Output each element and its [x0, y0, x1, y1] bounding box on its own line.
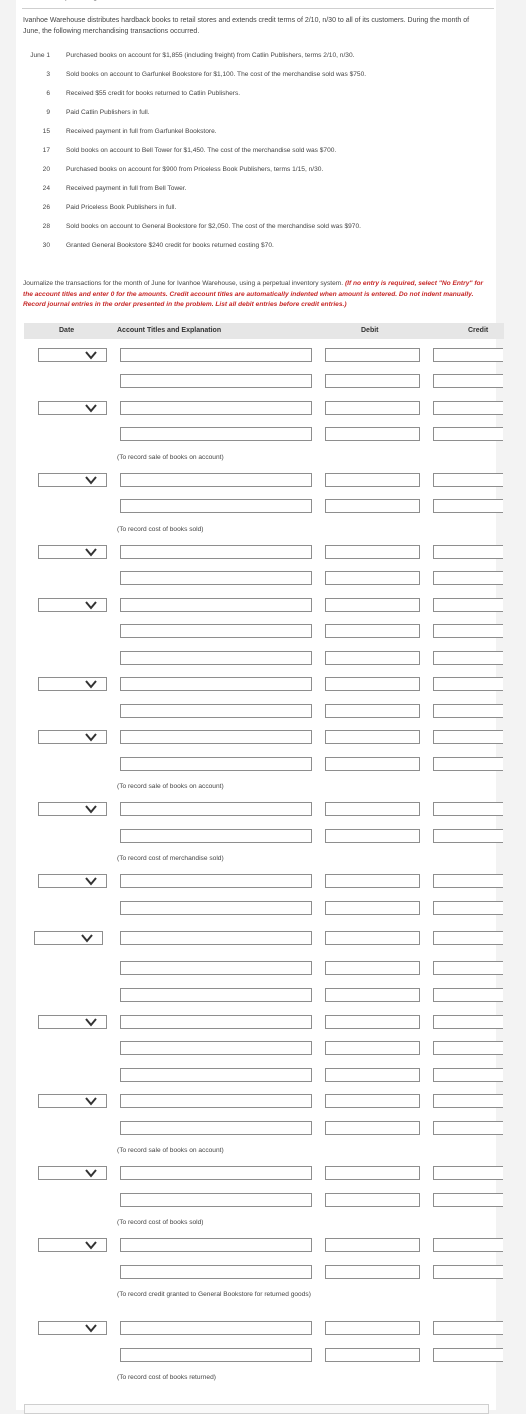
transaction-text: Paid Catlin Publishers in full. — [66, 109, 150, 116]
credit-input[interactable] — [433, 874, 503, 888]
transaction-date: 6 — [46, 90, 50, 97]
account-title-input[interactable] — [120, 961, 312, 975]
list-item — [16, 128, 496, 140]
debit-input[interactable] — [325, 1121, 420, 1135]
transaction-date: 17 — [42, 147, 50, 154]
credit-input[interactable] — [433, 545, 503, 559]
account-title-input[interactable] — [120, 545, 312, 559]
debit-input[interactable] — [325, 1193, 420, 1207]
entry-explanation: (To record sale of books on account) — [117, 1147, 224, 1154]
list-item — [16, 166, 496, 178]
account-title-input[interactable] — [120, 730, 312, 744]
list-item — [16, 185, 496, 197]
instructions-text: Journalize the transactions for the month of June for Ivanhoe Warehouse, using a perpetual inventory system. — [23, 280, 344, 287]
date-select[interactable] — [38, 401, 107, 415]
account-title-input[interactable] — [120, 348, 312, 362]
chevron-down-icon — [85, 350, 97, 360]
debit-input[interactable] — [325, 348, 420, 362]
chevron-down-icon — [81, 933, 93, 943]
account-title-input[interactable] — [120, 1015, 312, 1029]
credit-input[interactable] — [433, 961, 503, 975]
credit-input[interactable] — [433, 1041, 503, 1055]
credit-input[interactable] — [433, 1348, 503, 1362]
account-title-input[interactable] — [120, 901, 312, 915]
account-title-input[interactable] — [120, 874, 312, 888]
account-title-input[interactable] — [120, 1068, 312, 1082]
credit-input[interactable] — [433, 1193, 503, 1207]
credit-input[interactable] — [433, 1238, 503, 1252]
account-title-input[interactable] — [120, 757, 312, 771]
account-title-input[interactable] — [120, 1348, 312, 1362]
list-item — [16, 109, 496, 121]
list-item — [16, 90, 496, 102]
account-title-input[interactable] — [120, 1321, 312, 1335]
credit-input[interactable] — [433, 1265, 503, 1279]
date-select[interactable] — [38, 545, 107, 559]
question-panel — [16, 0, 496, 1410]
account-title-input[interactable] — [120, 1238, 312, 1252]
entry-explanation: (To record cost of books sold) — [117, 1219, 204, 1226]
transaction-text: Sold books on account to Bell Tower for $1,450. The cost of the merchandise sold was $700. — [66, 147, 337, 154]
credit-input[interactable] — [433, 988, 503, 1002]
credit-input[interactable] — [433, 829, 503, 843]
credit-input[interactable] — [433, 348, 503, 362]
list-item — [16, 204, 496, 216]
transaction-text: Received $55 credit for books returned to Catlin Publishers. — [66, 90, 241, 97]
footer-panel — [24, 1404, 489, 1414]
date-select[interactable] — [34, 931, 103, 945]
debit-input[interactable] — [325, 1321, 420, 1335]
list-item — [16, 147, 496, 159]
list-item — [16, 242, 496, 254]
credit-input[interactable] — [433, 730, 503, 744]
account-title-input[interactable] — [120, 1094, 312, 1108]
date-select[interactable] — [38, 348, 107, 362]
entry-explanation: (To record sale of books on account) — [117, 783, 224, 790]
transaction-date: 26 — [42, 204, 50, 211]
chevron-down-icon — [85, 679, 97, 689]
chevron-down-icon — [85, 804, 97, 814]
account-title-input[interactable] — [120, 427, 312, 441]
debit-input[interactable] — [325, 624, 420, 638]
account-title-input[interactable] — [120, 651, 312, 665]
transaction-text: Received payment in full from Bell Tower. — [66, 185, 187, 192]
account-title-input[interactable] — [120, 1121, 312, 1135]
debit-input[interactable] — [325, 1265, 420, 1279]
entry-explanation: (To record sale of books on account) — [117, 454, 224, 461]
account-title-input[interactable] — [120, 1166, 312, 1180]
chevron-down-icon — [85, 403, 97, 413]
divider — [22, 8, 494, 9]
credit-input[interactable] — [433, 499, 503, 513]
credit-input[interactable] — [433, 374, 503, 388]
date-select[interactable] — [38, 1321, 107, 1335]
credit-input[interactable] — [433, 401, 503, 415]
chevron-down-icon — [85, 1240, 97, 1250]
list-item — [16, 71, 496, 83]
date-select[interactable] — [38, 1015, 107, 1029]
account-title-input[interactable] — [120, 374, 312, 388]
debit-input[interactable] — [325, 757, 420, 771]
column-header-credit: Credit — [468, 327, 489, 334]
account-title-input[interactable] — [120, 1041, 312, 1055]
debit-input[interactable] — [325, 499, 420, 513]
entry-explanation: (To record cost of books returned) — [117, 1374, 216, 1381]
credit-input[interactable] — [433, 473, 503, 487]
credit-input[interactable] — [433, 624, 503, 638]
instructions — [23, 279, 489, 311]
account-title-input[interactable] — [120, 1193, 312, 1207]
chevron-down-icon — [85, 1017, 97, 1027]
account-title-input[interactable] — [120, 931, 312, 945]
date-select[interactable] — [38, 802, 107, 816]
debit-input[interactable] — [325, 545, 420, 559]
credit-input[interactable] — [433, 1121, 503, 1135]
list-item — [16, 52, 496, 64]
credit-input[interactable] — [433, 1068, 503, 1082]
account-title-input[interactable] — [120, 499, 312, 513]
account-title-input[interactable] — [120, 571, 312, 585]
chevron-down-icon — [85, 876, 97, 886]
credit-input[interactable] — [433, 651, 503, 665]
debit-input[interactable] — [325, 1068, 420, 1082]
credit-input[interactable] — [433, 1166, 503, 1180]
debit-input[interactable] — [325, 829, 420, 843]
debit-input[interactable] — [325, 401, 420, 415]
date-select[interactable] — [38, 598, 107, 612]
chevron-down-icon — [85, 600, 97, 610]
date-select[interactable] — [38, 473, 107, 487]
account-title-input[interactable] — [120, 624, 312, 638]
credit-input[interactable] — [433, 427, 503, 441]
column-header-debit: Debit — [361, 327, 379, 334]
chevron-down-icon — [85, 1168, 97, 1178]
attempt-status — [18, 0, 112, 1]
instructions-warning: (If no entry is required, select "No Entry" for the account titles and enter 0 for the amounts. Credit account titles are automatically indented when amount is entered. Do not indent manually. Record journal entries in the order presented in the problem. List all debit entries before credit entries.) — [23, 280, 484, 308]
entry-explanation: (To record cost of books sold) — [117, 526, 204, 533]
credit-input[interactable] — [433, 1015, 503, 1029]
debit-input[interactable] — [325, 802, 420, 816]
credit-input[interactable] — [433, 677, 503, 691]
account-title-input[interactable] — [120, 988, 312, 1002]
debit-input[interactable] — [325, 374, 420, 388]
transaction-date: 3 — [46, 71, 50, 78]
debit-input[interactable] — [325, 1015, 420, 1029]
account-title-input[interactable] — [120, 598, 312, 612]
account-title-input[interactable] — [120, 401, 312, 415]
transaction-date: 20 — [42, 166, 50, 173]
chevron-down-icon — [85, 1096, 97, 1106]
credit-input[interactable] — [433, 1321, 503, 1335]
transaction-text: Granted General Bookstore $240 credit for books returned costing $70. — [66, 242, 274, 249]
date-select[interactable] — [38, 677, 107, 691]
debit-input[interactable] — [325, 598, 420, 612]
transaction-date: June 1 — [30, 52, 50, 59]
debit-input[interactable] — [325, 874, 420, 888]
debit-input[interactable] — [325, 1166, 420, 1180]
account-title-input[interactable] — [120, 829, 312, 843]
debit-input[interactable] — [325, 961, 420, 975]
problem-intro: Ivanhoe Warehouse distributes hardback books to retail stores and extends credit terms of 2/10, n/30 to all of its customers. During the month of June, the following merchandising transactions occurred. — [23, 17, 470, 35]
account-title-input[interactable] — [120, 677, 312, 691]
transaction-date: 24 — [42, 185, 50, 192]
transaction-text: Purchased books on account for $900 from Priceless Book Publishers, terms 1/15, n/30. — [66, 166, 324, 173]
date-select[interactable] — [38, 730, 107, 744]
transaction-date: 28 — [42, 223, 50, 230]
debit-input[interactable] — [325, 473, 420, 487]
date-select[interactable] — [38, 1094, 107, 1108]
account-title-input[interactable] — [120, 802, 312, 816]
journal-table-header — [24, 323, 504, 339]
column-header-account: Account Titles and Explanation — [117, 327, 222, 334]
debit-input[interactable] — [325, 931, 420, 945]
transaction-date: 15 — [42, 128, 50, 135]
debit-input[interactable] — [325, 1348, 420, 1362]
date-select[interactable] — [38, 1166, 107, 1180]
debit-input[interactable] — [325, 427, 420, 441]
debit-input[interactable] — [325, 651, 420, 665]
credit-input[interactable] — [433, 598, 503, 612]
date-select[interactable] — [38, 1238, 107, 1252]
column-header-date: Date — [59, 327, 75, 334]
credit-input[interactable] — [433, 571, 503, 585]
transaction-text: Sold books on account to General Bookstore for $2,050. The cost of the merchandise sold was $970. — [66, 223, 361, 230]
account-title-input[interactable] — [120, 473, 312, 487]
account-title-input[interactable] — [120, 1265, 312, 1279]
chevron-down-icon — [85, 732, 97, 742]
date-select[interactable] — [38, 874, 107, 888]
debit-input[interactable] — [325, 1094, 420, 1108]
transaction-date: 9 — [46, 109, 50, 116]
transaction-text: Paid Priceless Book Publishers in full. — [66, 204, 177, 211]
list-item — [16, 223, 496, 235]
entry-explanation: (To record cost of merchandise sold) — [117, 855, 224, 862]
transaction-text: Sold books on account to Garfunkel Bookstore for $1,100. The cost of the merchandise sold was $750. — [66, 71, 367, 78]
credit-input[interactable] — [433, 1094, 503, 1108]
debit-input[interactable] — [325, 1238, 420, 1252]
chevron-down-icon — [85, 1323, 97, 1333]
credit-input[interactable] — [433, 931, 503, 945]
transaction-text: Purchased books on account for $1,855 (including freight) from Catlin Publishers, terms 2/10, n/30. — [66, 52, 355, 59]
credit-input[interactable] — [433, 704, 503, 718]
chevron-down-icon — [85, 547, 97, 557]
entry-explanation: (To record credit granted to General Bookstore for returned goods) — [117, 1291, 311, 1298]
transaction-date: 30 — [42, 242, 50, 249]
transaction-text: Received payment in full from Garfunkel Bookstore. — [66, 128, 217, 135]
debit-input[interactable] — [325, 677, 420, 691]
debit-input[interactable] — [325, 571, 420, 585]
debit-input[interactable] — [325, 730, 420, 744]
debit-input[interactable] — [325, 1041, 420, 1055]
debit-input[interactable] — [325, 988, 420, 1002]
debit-input[interactable] — [325, 704, 420, 718]
debit-input[interactable] — [325, 901, 420, 915]
credit-input[interactable] — [433, 757, 503, 771]
credit-input[interactable] — [433, 802, 503, 816]
account-title-input[interactable] — [120, 704, 312, 718]
credit-input[interactable] — [433, 901, 503, 915]
chevron-down-icon — [85, 475, 97, 485]
